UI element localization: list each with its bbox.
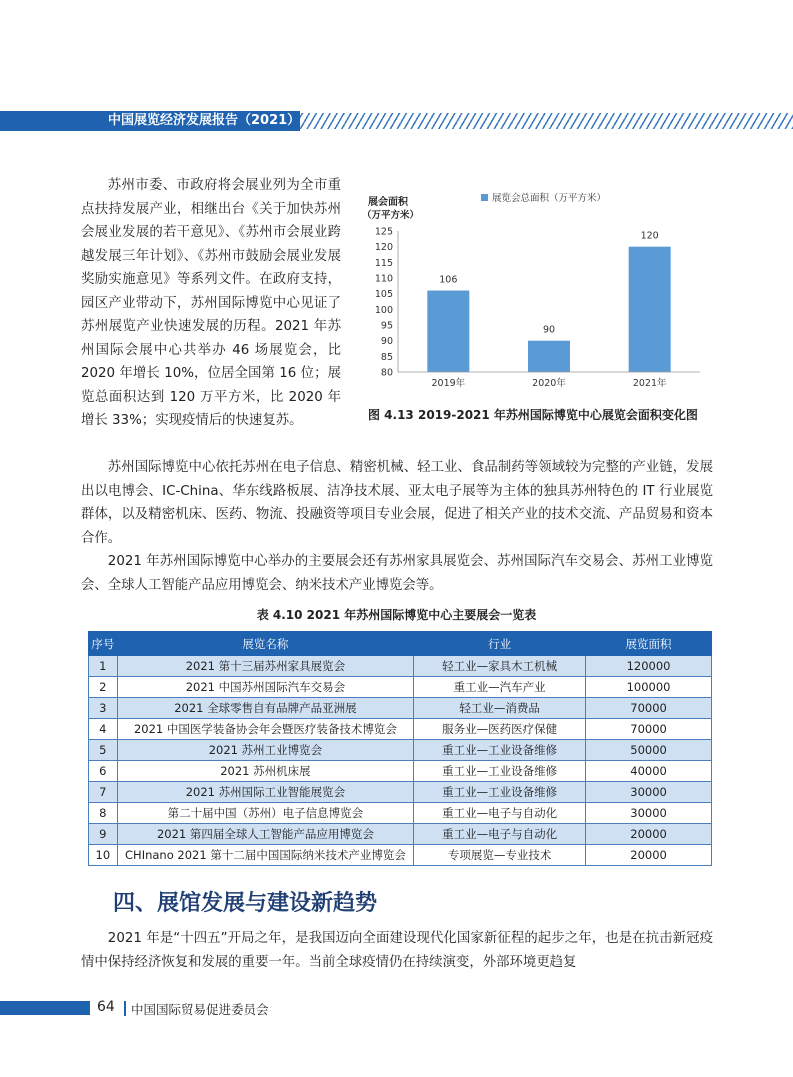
cell-area: 30000 (586, 803, 712, 824)
cell-index: 4 (89, 719, 118, 740)
x-axis (398, 372, 700, 389)
cell-index: 6 (89, 761, 118, 782)
y-tick-label: 90 (380, 336, 393, 348)
cell-industry: 重工业—电子与自动化 (414, 824, 586, 845)
y-tick-label: 95 (380, 320, 393, 332)
cell-index: 2 (89, 677, 118, 698)
cell-area: 70000 (586, 698, 712, 719)
cell-index: 9 (89, 824, 118, 845)
exhibition-table (88, 631, 712, 866)
cell-name: 2021 第十三届苏州家具展览会 (117, 656, 414, 677)
y-tick-label: 125 (374, 226, 393, 238)
cell-name: 2021 苏州国际工业智能展览会 (117, 782, 414, 803)
legend-label: 展览会总面积（万平方米） (492, 193, 607, 204)
section-heading: 四、展馆发展与建设新趋势 (113, 891, 378, 916)
paragraph-intro: 苏州市委、市政府将会展业列为全市重点扶持发展产业，相继出台《关于加快苏州会展业发展的若干意见》、《苏州市会展业跨越发展三年计划》、《苏州市鼓励会展业发展奖励实施意见》等系列文件。在政府支持，园区产业带动下，苏州国际博览中心见证了苏州展览产业快速发展的历程。2021 年苏州国际会展中心共举办 46 场展览会，比 2020 年增长 10%，位居全国第 16 位；展览总面积达到 120 万平方米，比 2020 年增长 33%；实现疫情后的快速复苏。 (81, 178, 341, 428)
table-row (89, 740, 712, 761)
cell-area: 50000 (586, 740, 712, 761)
y-axis-label-line2: （万平方米） (362, 210, 420, 221)
cell-area: 70000 (586, 719, 712, 740)
cell-area: 20000 (586, 824, 712, 845)
cell-industry: 轻工业—消费品 (414, 698, 586, 719)
bar (427, 291, 469, 372)
footer-separator (124, 1001, 126, 1016)
header-industry: 行业 (414, 632, 586, 656)
cell-area: 100000 (586, 677, 712, 698)
bar (629, 247, 671, 372)
publisher-name: 中国国际贸易促进委员会 (131, 1002, 269, 1017)
table-row (89, 761, 712, 782)
page-number: 64 (97, 999, 115, 1015)
y-tick-label: 85 (380, 351, 393, 363)
table-caption: 表 4.10 2021 年苏州国际博览中心主要展会一览表 (256, 608, 537, 622)
x-tick-label: 2020年 (532, 378, 566, 389)
cell-name: 2021 第四届全球人工智能产品应用博览会 (117, 824, 414, 845)
area-bar-chart (360, 180, 710, 410)
cell-industry: 重工业—汽车产业 (414, 677, 586, 698)
y-tick-label: 80 (380, 367, 393, 379)
x-tick-label: 2019年 (431, 378, 466, 389)
cell-index: 10 (89, 845, 118, 866)
header-area: 展览面积 (586, 632, 712, 656)
table-row (89, 698, 712, 719)
cell-name: 2021 苏州工业博览会 (117, 740, 414, 761)
table-header-row (89, 632, 712, 656)
cell-industry: 重工业—电子与自动化 (414, 803, 586, 824)
bar (528, 341, 570, 372)
cell-name: 2021 全球零售自有品牌产品亚洲展 (117, 698, 414, 719)
paragraph-industry: 苏州国际博览中心依托苏州在电子信息、精密机械、轻工业、食品制药等领域较为完整的产业链，发展出以电博会、IC-China、华东线路板展、洁净技术展、亚太电子展等为主体的独具苏州特色的 IT 行业展览群体，以及精密机床、医药、物流、投融资等项目专业会展，促进了相关产业的技术交流、产品贸易和资本合作。 (81, 460, 713, 546)
bar-value-label: 106 (439, 274, 458, 286)
cell-name: 2021 中国苏州国际汽车交易会 (117, 677, 414, 698)
y-tick-label: 100 (374, 304, 393, 316)
cell-area: 120000 (586, 656, 712, 677)
cell-industry: 重工业—工业设备维修 (414, 782, 586, 803)
figure-caption: 图 4.13 2019-2021 年苏州国际博览中心展览会面积变化图 (368, 408, 698, 422)
x-tick-label: 2021年 (632, 378, 667, 389)
table-row (89, 803, 712, 824)
table-row (89, 845, 712, 866)
header-decoration (300, 113, 793, 129)
header-name: 展览名称 (117, 632, 414, 656)
y-tick-label: 120 (374, 242, 393, 254)
cell-index: 3 (89, 698, 118, 719)
cell-industry: 重工业—工业设备维修 (414, 740, 586, 761)
cell-industry: 服务业—医药医疗保健 (414, 719, 586, 740)
cell-industry: 重工业—工业设备维修 (414, 761, 586, 782)
cell-index: 7 (89, 782, 118, 803)
bar-value-label: 90 (542, 324, 556, 336)
report-title: 中国展览经济发展报告（2021） (108, 113, 301, 128)
cell-name: CHInano 2021 第十二届中国国际纳米技术产业博览会 (117, 845, 414, 866)
cell-name: 2021 中国医学装备协会年会暨医疗装备技术博览会 (117, 719, 414, 740)
cell-industry: 轻工业—家具木工机械 (414, 656, 586, 677)
table-row (89, 656, 712, 677)
cell-area: 40000 (586, 761, 712, 782)
y-tick-label: 115 (374, 257, 393, 269)
footer-band (0, 1001, 90, 1015)
y-tick-label: 110 (374, 273, 393, 285)
cell-industry: 专项展览—专业技术 (414, 845, 586, 866)
table-row (89, 677, 712, 698)
y-axis (375, 227, 398, 379)
paragraph-outlook: 2021 年是“十四五”开局之年，是我国迈向全面建设现代化国家新征程的起步之年，也是在抗击新冠疫情中保持经济恢复和发展的重要一年。当前全球疫情仍在持续演变，外部环境更趋复 (81, 931, 713, 970)
cell-index: 5 (89, 740, 118, 761)
cell-name: 2021 苏州机床展 (117, 761, 414, 782)
cell-area: 30000 (586, 782, 712, 803)
legend-swatch (481, 194, 488, 201)
bars (427, 231, 670, 372)
bar-value-label: 120 (640, 230, 659, 242)
table-row (89, 719, 712, 740)
y-axis-label-line1: 展会面积 (368, 197, 408, 208)
cell-area: 20000 (586, 845, 712, 866)
cell-name: 第二十届中国（苏州）电子信息博览会 (117, 803, 414, 824)
cell-index: 1 (89, 656, 118, 677)
header-index: 序号 (89, 632, 118, 656)
y-tick-label: 105 (374, 289, 393, 301)
table-row (89, 824, 712, 845)
paragraph-exhibitions: 2021 年苏州国际博览中心举办的主要展会还有苏州家具展览会、苏州国际汽车交易会、苏州工业博览会、全球人工智能产品应用博览会、纳米技术产业博览会等。 (81, 554, 713, 593)
cell-index: 8 (89, 803, 118, 824)
table-row (89, 782, 712, 803)
